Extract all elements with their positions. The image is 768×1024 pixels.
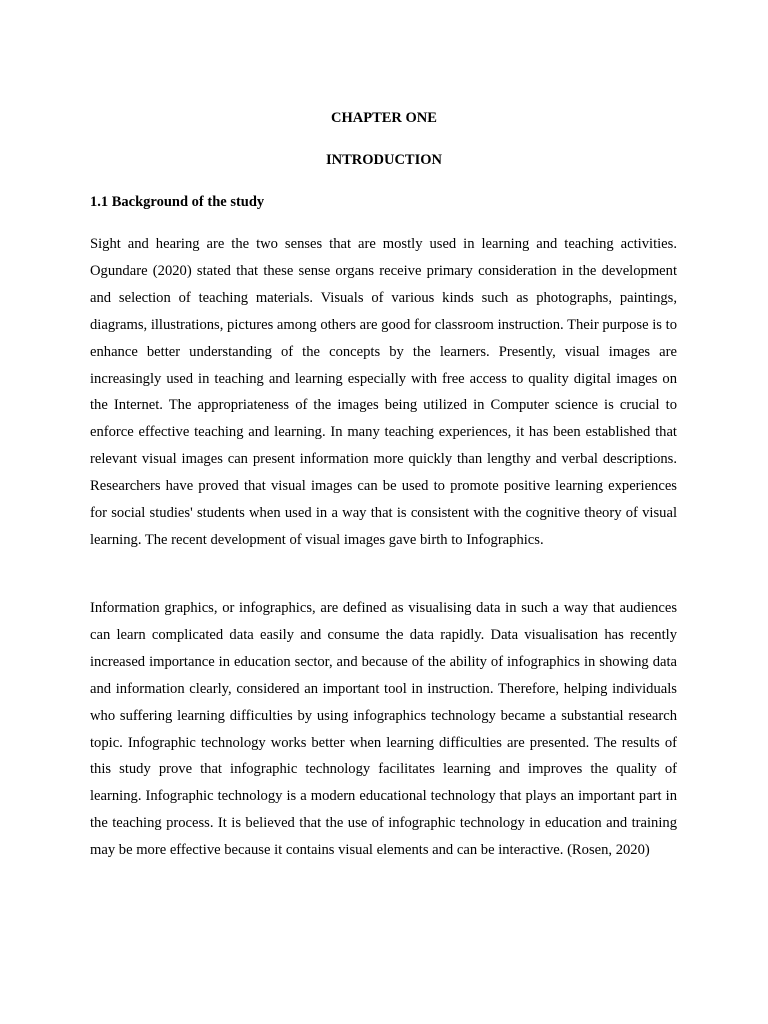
chapter-heading: CHAPTER ONE <box>331 110 437 126</box>
body-paragraph: Information graphics, or infographics, are defined as visualising data in such a way that audiences can learn complicated data easily and consume the data rapidly. Data visualisation has recently increased importance in education sector, and because of the ability of infographics in showing data and information clearly, considered an important tool in instruction. Therefore, helping individuals who suffering learning difficulties by using infographics technology became a substantial research topic. Infographic technology works better when learning difficulties are presented. The results of this study prove that infographic technology facilitates learning and improves the quality of learning. Infographic technology is a modern educational technology that plays an important part in the teaching process. It is believed that the use of infographic technology in education and training may be more effective because it contains visual elements and can be interactive. (Rosen, 2020) <box>90 600 677 859</box>
section-heading: INTRODUCTION <box>325 152 442 168</box>
subsection-heading: 1.1 Background of the study <box>90 194 265 210</box>
body-paragraph: Sight and hearing are the two senses that are mostly used in learning and teaching activities. Ogundare (2020) stated that these sense organs receive primary consideration in the development and selection of teaching materials. Visuals of various kinds such as photographs, paintings, diagrams, illustrations, pictures among others are good for classroom instruction. Their purpose is to enhance better understanding of the concepts by the learners. Presently, visual images are increasingly used in teaching and learning especially with free access to quality digital images on the Internet. The appropriateness of the images being utilized in Computer science is crucial to enforce effective teaching and learning. In many teaching experiences, it has been established that relevant visual images can present information more quickly than lengthy and verbal descriptions. Researchers have proved that visual images can be used to promote positive learning experiences for social studies' students when used in a way that is consistent with the cognitive theory of visual learning. The recent development of visual images gave birth to Infographics. <box>90 236 677 548</box>
